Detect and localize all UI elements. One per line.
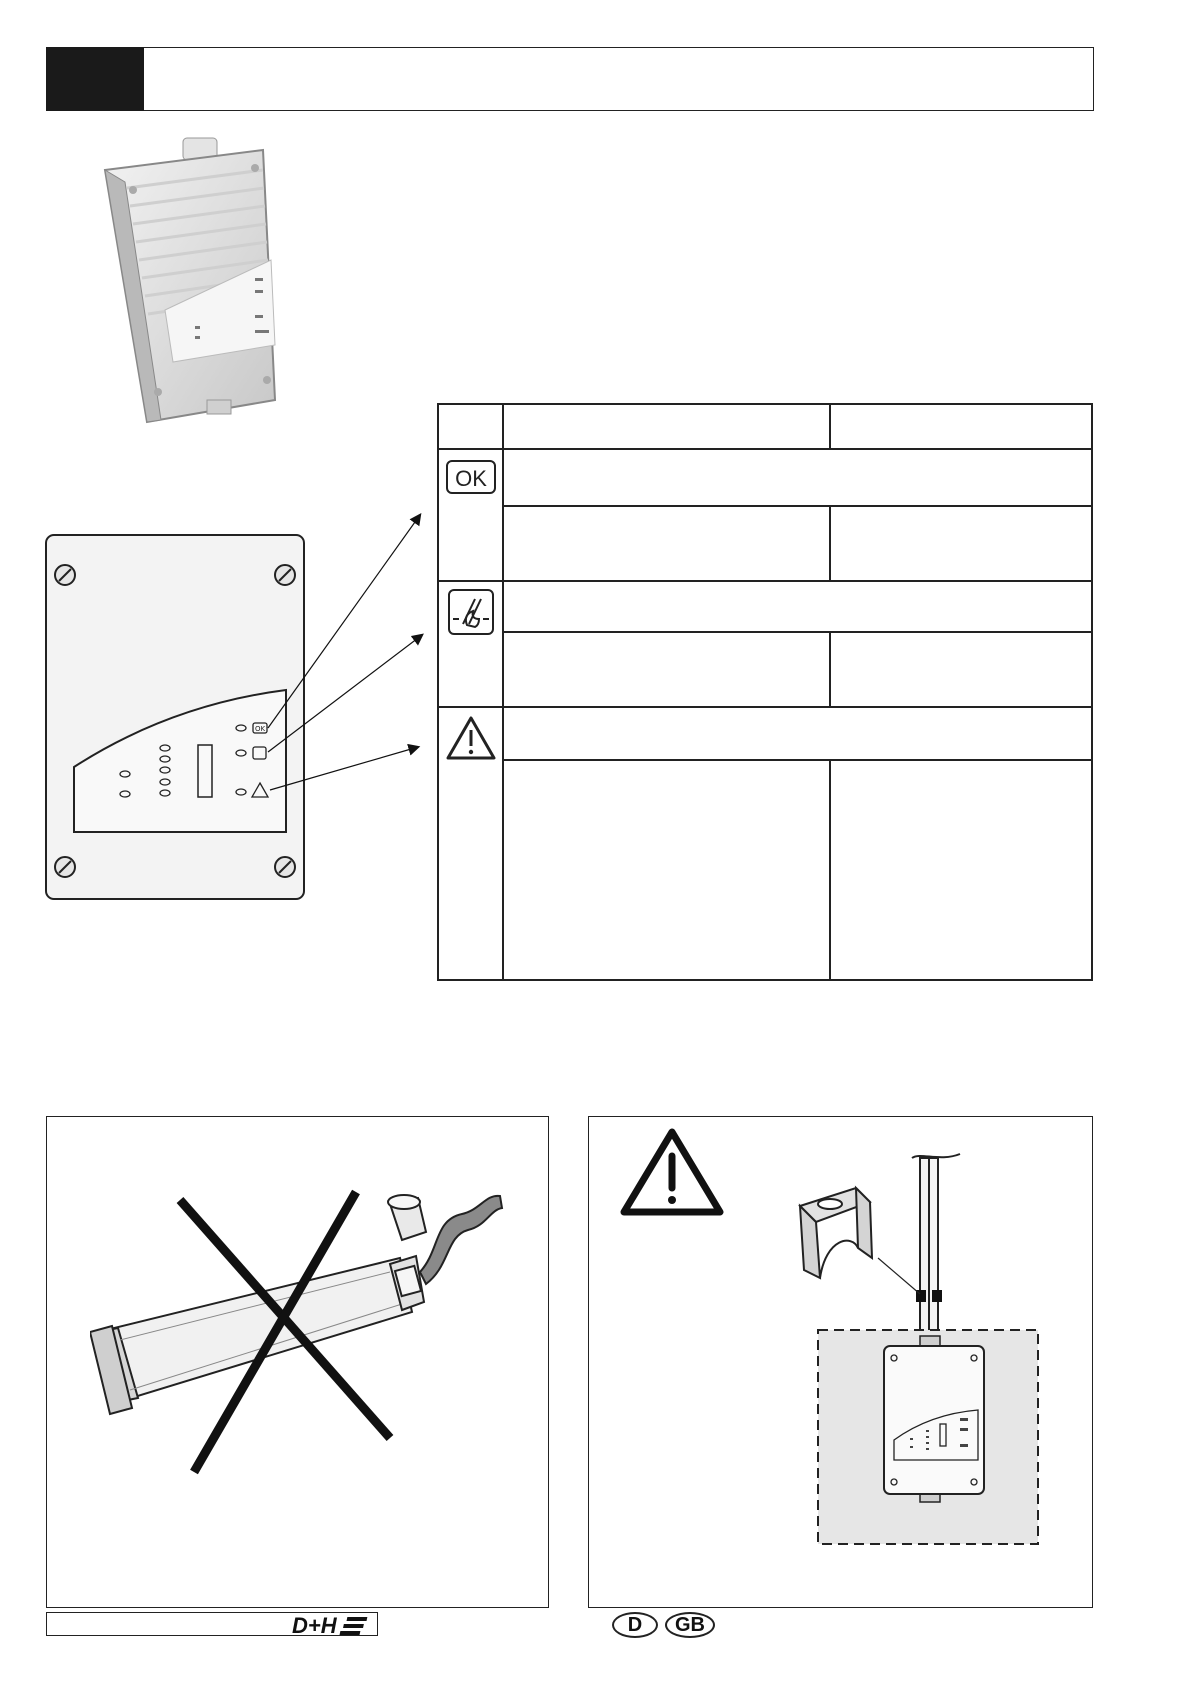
dh-logo xyxy=(290,1614,372,1636)
header-section-block xyxy=(46,47,144,111)
ok-icon-label: OK xyxy=(455,466,487,491)
dh-logo-text: D+H xyxy=(292,1614,337,1636)
language-badge-gb: GB xyxy=(665,1612,715,1638)
device-photo xyxy=(95,130,365,425)
ok-icon xyxy=(447,461,495,493)
header-bar xyxy=(46,47,1094,111)
smoke-alarm-icon xyxy=(449,590,493,634)
lubricant-tube-illustration xyxy=(90,1180,510,1480)
warning-triangle-icon xyxy=(624,1132,720,1212)
front-panel-drawing xyxy=(40,495,450,907)
mounting-illustration xyxy=(590,1118,1090,1606)
panel-ok-label: OK xyxy=(254,725,266,733)
pipe-clip-icon xyxy=(800,1188,872,1278)
status-table xyxy=(437,403,1093,981)
language-badge-d: D xyxy=(612,1612,658,1638)
warning-triangle-icon xyxy=(448,718,494,758)
